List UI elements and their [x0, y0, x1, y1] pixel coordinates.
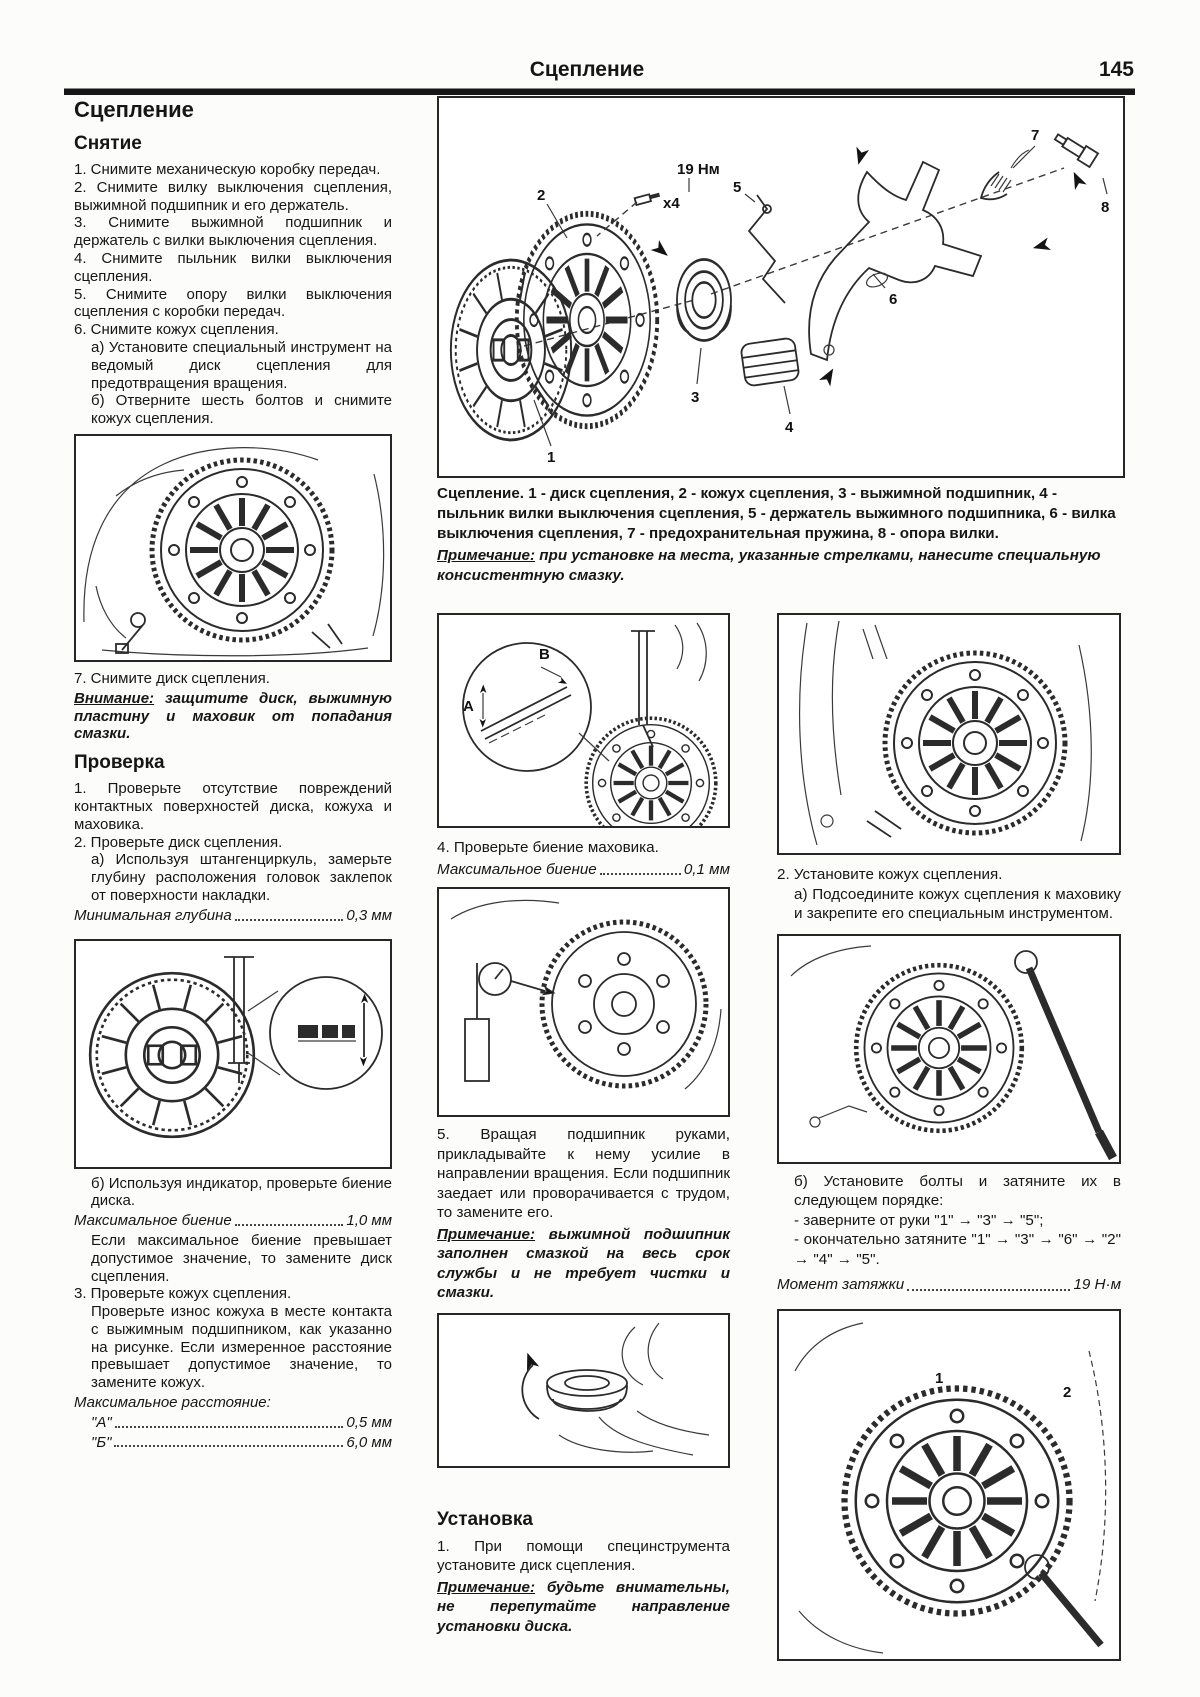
final-torque-drawing — [779, 1311, 1119, 1659]
spec-label: Минимальная глубина — [74, 906, 232, 924]
inspection-heading: Проверка — [74, 752, 165, 774]
release-bearing — [547, 1370, 627, 1411]
flywheel-step: 4. Проверьте биение маховика. — [437, 839, 659, 856]
clutch-cover — [885, 653, 1065, 833]
removal-step: 4. Снимите пыльник вилки выключения сцепления. — [74, 249, 392, 285]
note-label: Примечание: — [437, 1225, 536, 1243]
spec-label: Момент затяжки — [777, 1276, 905, 1293]
spec-flywheel-runout — [437, 860, 730, 880]
engine-bay-sketch — [800, 621, 1092, 845]
bolt-tightening-drawing — [779, 936, 1119, 1162]
dotted-leader — [907, 1289, 1070, 1291]
spec-label: "Б" — [91, 1433, 112, 1451]
middle-column — [437, 613, 730, 1638]
cover-measurement-drawing — [439, 615, 728, 826]
header-rule — [64, 88, 1135, 95]
inspection-step: 2. Проверьте диск сцепления. — [74, 833, 283, 851]
exploded-section — [437, 96, 1125, 588]
runout-remark: Если максимальное биение превышает допустимое значение, то замените диск сцепления. — [91, 1231, 392, 1285]
part-number-2: 2 — [537, 187, 546, 204]
note-text: будьте внимательны, не перепутайте направление установки диска. — [437, 1578, 730, 1635]
spec-label: Максимальное биение — [437, 860, 597, 878]
install-step-2a: а) Подсоедините кожух сцепления к маховику и закрепите его специальным инструментом. — [794, 885, 1121, 922]
flywheel-dial-drawing — [439, 889, 728, 1115]
removal-step-7: 7. Снимите диск сцепления. — [74, 669, 270, 687]
clutch-cover-part — [517, 214, 657, 426]
note-text: выжимной подшипник заполнен смазкой на весь срок службы и не требует чистки и смазки. — [437, 1225, 730, 1301]
figure-cover-measurement — [437, 613, 730, 828]
spec-distance-title: Максимальное расстояние: — [74, 1394, 271, 1412]
pressure-plate — [586, 718, 716, 826]
note-label: Примечание: — [437, 547, 536, 564]
page-number: 145 — [1098, 58, 1134, 81]
spec-value: 0,5 мм — [346, 1413, 392, 1431]
exploded-note — [437, 546, 1125, 586]
release-bearing-part — [677, 260, 731, 341]
bolt-label-2: 2 — [1063, 1383, 1072, 1401]
part-number-6: 6 — [889, 291, 898, 308]
clutch-cover — [856, 965, 1022, 1131]
left-column — [74, 96, 392, 1453]
removal-step: 3. Снимите выжимной подшипник и держатель с вилки выключения сцепления. — [74, 214, 392, 250]
removal-substep-a: а) Установите специальный инструмент на ведомый диск сцепления для предотвращения вращения. — [91, 338, 392, 392]
flywheel — [542, 922, 706, 1086]
dotted-leader — [115, 1426, 344, 1428]
figure-disc-caliper — [74, 939, 392, 1169]
bearing-step: 5. Вращая подшипник руками, прикладывайте к нему усилие в направлении вращения. Если подшипник заедает или проворачивается с трудом, то замените его. — [437, 1126, 730, 1221]
note-text: при установке на места, указанные стрелками, нанесите специальную консистентную смазку. — [437, 547, 1101, 584]
removal-substep-b: б) Отверните шесть болтов и снимите кожух сцепления. — [91, 392, 392, 428]
spec-distance-a — [74, 1414, 392, 1432]
part-number-4: 4 — [785, 419, 794, 436]
dotted-leader — [600, 873, 681, 875]
removal-step: 6. Снимите кожух сцепления. — [74, 321, 279, 339]
section-title: Сцепление — [74, 97, 194, 122]
fork-support-part — [1052, 130, 1098, 167]
bearing-note — [437, 1225, 730, 1303]
inspection-substep-b: б) Используя индикатор, проверьте биение диска. — [91, 1174, 392, 1210]
figure-exploded-view — [437, 96, 1125, 478]
dim-label-a: А — [463, 698, 474, 715]
page-header-title: Сцепление — [529, 58, 645, 81]
safety-spring-part — [981, 150, 1029, 199]
installation-heading: Установка — [437, 1508, 533, 1530]
part-number-7: 7 — [1031, 127, 1040, 144]
bearing-hands-drawing — [439, 1315, 728, 1466]
note-label: Примечание: — [437, 1578, 536, 1596]
figure-clutch-mounted — [74, 434, 392, 662]
warning-text: защитите диск, выжимную пластину и маховик от попадания смазки. — [74, 689, 392, 743]
removal-step: 2. Снимите вилку выключения сцепления, выжимной подшипник и его держатель. — [74, 178, 392, 214]
removal-step: 5. Снимите опору вилки выключения сцепления с коробки передач. — [74, 285, 392, 321]
dial-indicator — [465, 963, 555, 1081]
pressure-plate — [152, 460, 332, 640]
spec-min-depth — [74, 907, 392, 925]
exploded-caption: Сцепление. 1 - диск сцепления, 2 - кожух сцепления, 3 - выжимной подшипник, 4 - пыльник вилки выключения сцепления, 5 - держатель выжимного подшипника, 6 - вилка выключения сцепления, 7 - предохранительная пружина, 8 - опора вилки. — [437, 485, 1116, 542]
torque-label: 19 Нм — [677, 161, 720, 178]
bearing-holder-part — [749, 195, 785, 303]
installation-note — [437, 1578, 730, 1637]
caliper-detail — [480, 667, 572, 743]
inspection-substep-a: а) Используя штангенциркуль, замерьте глубину расположения головок заклепок от поверхности накладки. — [91, 851, 392, 904]
clip-sketch — [867, 811, 901, 837]
boot-part — [740, 337, 799, 386]
part-number-3: 3 — [691, 389, 700, 406]
warning-note — [74, 690, 392, 743]
spec-value: 1,0 мм — [346, 1212, 392, 1230]
tool-chain — [116, 613, 342, 653]
figure-bearing-hands — [437, 1313, 730, 1468]
tighten-order-2: - окончательно затяните "1" → "3" → "6" → "2" → "4" → "5". — [794, 1231, 1121, 1268]
spec-value: 0,1 мм — [683, 860, 730, 878]
spec-value: 19 Н·м — [1073, 1276, 1121, 1293]
installation-step: 1. При помощи специнструмента установите диск сцепления. — [437, 1537, 730, 1574]
dim-label-b: В — [539, 646, 550, 663]
bolt-label-1: 1 — [935, 1369, 944, 1387]
part-number-1: 1 — [547, 449, 556, 466]
hand-sketch — [675, 623, 706, 681]
right-column — [777, 613, 1121, 1667]
socket-wrench — [1015, 951, 1113, 1158]
dotted-leader — [235, 919, 344, 921]
dotted-leader — [235, 1224, 344, 1226]
figure-final-torque — [777, 1309, 1121, 1661]
spec-torque — [777, 1275, 1121, 1295]
disc-caliper-drawing — [76, 941, 390, 1167]
caliper-tool — [631, 631, 655, 747]
install-step-2: 2. Установите кожух сцепления. — [777, 866, 1003, 883]
spec-max-runout — [74, 1212, 392, 1230]
spec-value: 0,3 мм — [346, 906, 392, 924]
inspection-step: 1. Проверьте отсутствие повреждений контактных поверхностей диска, кожуха и маховика. — [74, 780, 392, 833]
removal-step: 1. Снимите механическую коробку передач. — [74, 161, 381, 178]
spec-label: "А" — [91, 1413, 112, 1431]
inspection-step-3: 3. Проверьте кожух сцепления. — [74, 1285, 292, 1303]
spec-label: Максимальное биение — [74, 1212, 232, 1230]
part-number-5: 5 — [733, 179, 742, 196]
assembly-axis — [524, 168, 1064, 346]
removal-heading: Снятие — [74, 133, 142, 154]
spec-value: 6,0 мм — [346, 1433, 392, 1451]
inspection-step-3-text: Проверьте износ кожуха в месте контакта с выжимным подшипником, как указанно на рисунке. Если измеренное расстояние превышает допустимое значение, то замените кожух. — [91, 1303, 392, 1392]
housing-sketch — [84, 448, 384, 656]
figure-cover-installed — [777, 613, 1121, 855]
warning-label: Внимание: — [74, 689, 155, 707]
figure-flywheel-dial — [437, 887, 730, 1117]
clutch-mounted-drawing — [76, 436, 390, 660]
figure-bolt-tightening — [777, 934, 1121, 1164]
exploded-view-drawing — [439, 98, 1123, 476]
clutch-disc — [90, 973, 254, 1137]
rivet-detail — [298, 993, 368, 1066]
dotted-leader — [114, 1445, 343, 1447]
torque-wrench — [1025, 1555, 1101, 1645]
spec-distance-b — [74, 1434, 392, 1452]
tighten-order-1: - заверните от руки "1" → "3" → "5"; — [794, 1211, 1044, 1229]
install-step-2b: б) Установите болты и затяните их в следующем порядке: — [794, 1172, 1121, 1209]
release-fork-part — [809, 162, 981, 360]
cover-installed-drawing — [779, 615, 1119, 853]
rotation-arrow — [521, 1350, 539, 1418]
bolt-qty-label: x4 — [663, 195, 680, 212]
part-number-8: 8 — [1101, 199, 1110, 216]
